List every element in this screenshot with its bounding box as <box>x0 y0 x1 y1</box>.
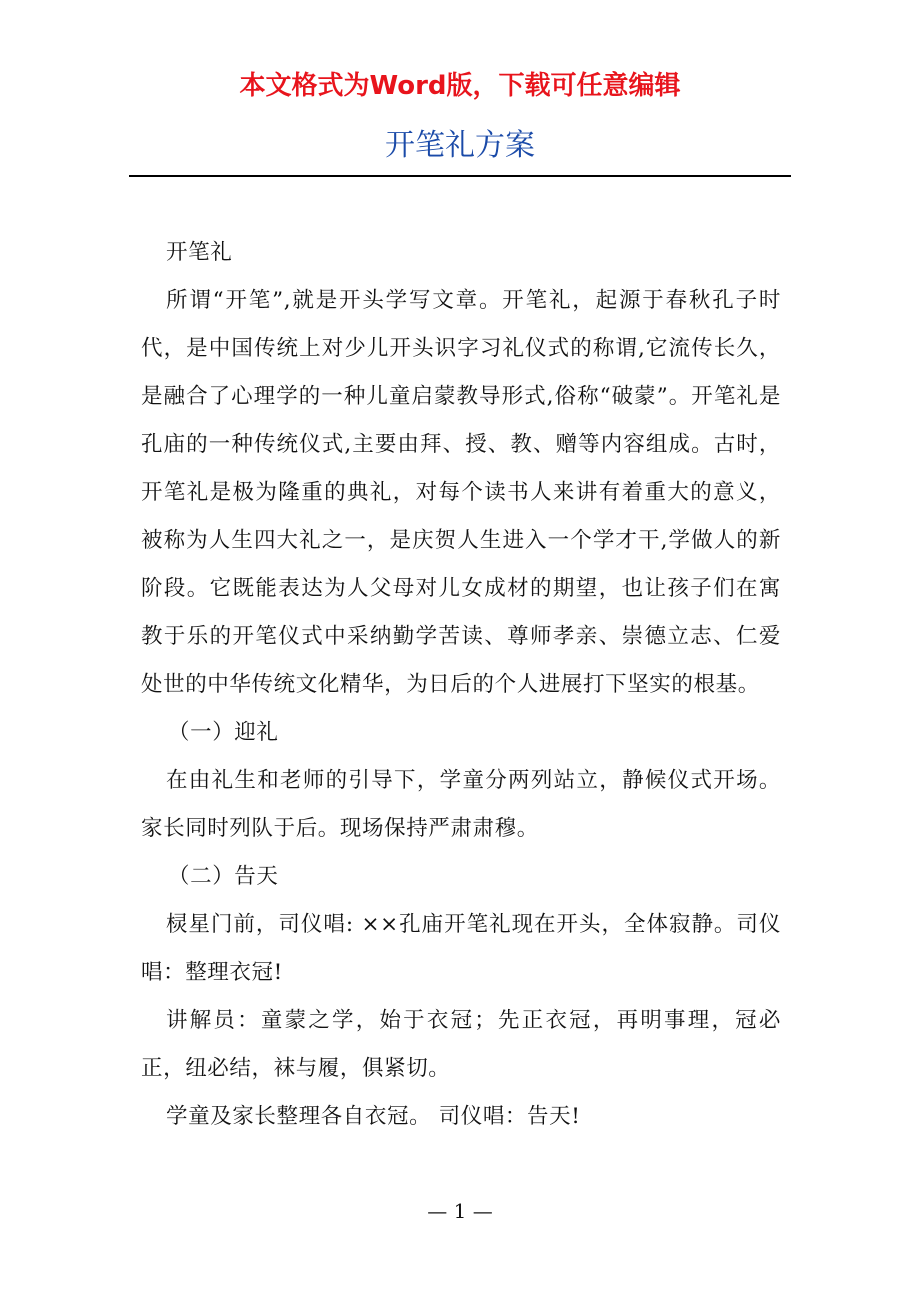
section-heading-gaotian: （二）告天 <box>168 864 279 889</box>
intro-paragraph: 所谓“开笔”,就是开头学写文章。开笔礼，起源于春秋孔子时代，是中国传统上对少儿开头识字习礼仪式的称谓,它流传长久，是融合了心理学的一种儿童启蒙教导形式,俗称“破蒙”。开笔礼是孔庙的一种传统仪式,主要由拜、授、教、赠等内容组成。古时，开笔礼是极为隆重的典礼，对每个读书人来讲有着重大的意义，被称为人生四大礼之一，是庆贺人生进入一个学才干,学做人的新阶段。它既能表达为人父母对儿女成材的期望，也让孩子们在寓教于乐的开笔仪式中采纳勤学苦读、尊师孝亲、崇德立志、仁爱处世的中华传统文化精华，为日后的个人进展打下坚实的根基。 <box>141 288 781 697</box>
narrator-paragraph: 讲解员：童蒙之学，始于衣冠；先正衣冠，再明事理，冠必正，纽必结，袜与履，俱紧切。 <box>141 1008 781 1081</box>
gaotian-paragraph: 棂星门前，司仪唱: ××孔庙开笔礼现在开头，全体寂静。司仪唱：整理衣冠! <box>141 912 781 985</box>
document-body <box>141 229 781 1141</box>
format-notice-banner: 本文格式为Word版，下载可任意编辑 <box>239 71 681 101</box>
section-heading-yingli: （一）迎礼 <box>168 720 279 745</box>
document-title: 开笔礼方案 <box>385 128 535 163</box>
page-number: — 1 — <box>427 1199 493 1223</box>
section-heading-kaibili: 开笔礼 <box>166 240 233 265</box>
title-divider <box>129 175 791 177</box>
yingli-paragraph: 在由礼生和老师的引导下，学童分两列站立，静候仪式开场。家长同时列队于后。现场保持严肃肃穆。 <box>141 768 781 841</box>
dress-paragraph: 学童及家长整理各自衣冠。 司仪唱：告天! <box>166 1104 581 1129</box>
